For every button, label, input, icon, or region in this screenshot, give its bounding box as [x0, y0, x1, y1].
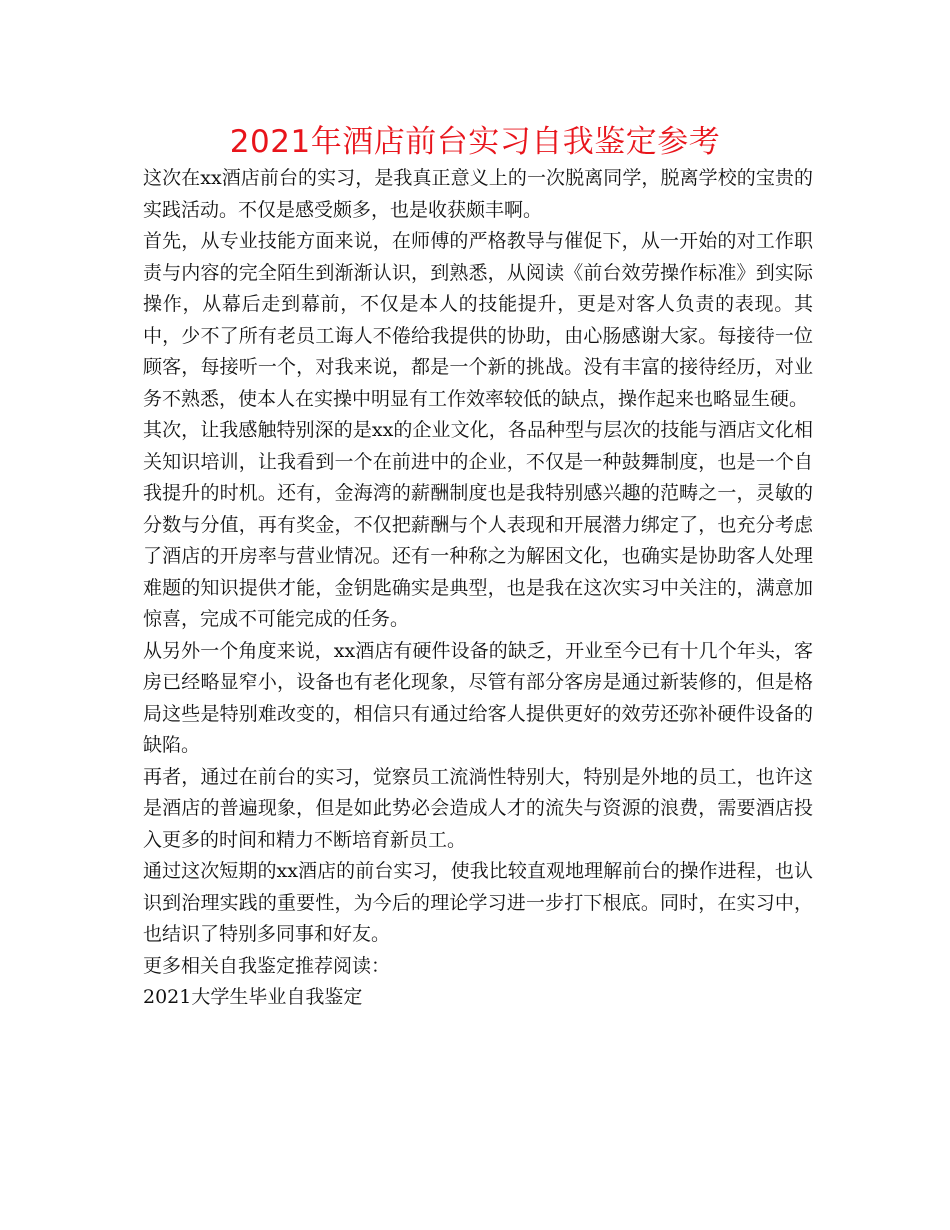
paragraph-skills: 首先，从专业技能方面来说，在师傅的严格教导与催促下，从一开始的对工作职责与内容的完全陌生到渐渐认识，到熟悉，从阅读《前台效劳操作标准》到实际操作，从幕后走到幕前，不仅是本人的技能提升，更是对客人负责的表现。其中，少不了所有老员工诲人不倦给我提供的协助，由心肠感谢大家。每接待一位顾客，每接听一个，对我来说，都是一个新的挑战。没有丰富的接待经历，对业务不熟悉，使本人在实操中明显有工作效率较低的缺点，操作起来也略显生硬。 — [143, 230, 813, 410]
paragraph-staff: 再者，通过在前台的实习，觉察员工流淌性特别大，特别是外地的员工，也许这是酒店的普遍现象，但是如此势必会造成人才的流失与资源的浪费，需要酒店投入更多的时间和精力不断培育新员工。 — [143, 765, 813, 851]
paragraph-intro: 这次在xx酒店前台的实习，是我真正意义上的一次脱离同学，脱离学校的宝贵的实践活动。不仅是感受颇多，也是收获颇丰啊。 — [143, 167, 813, 221]
document-body — [143, 163, 813, 1014]
related-reading-label: 更多相关自我鉴定推荐阅读： — [143, 954, 391, 977]
related-reading-link[interactable]: 2021大学生毕业自我鉴定 — [143, 986, 363, 1008]
paragraph-facilities: 从另外一个角度来说，xx酒店有硬件设备的缺乏，开业至今已有十几个年头，客房已经略显窄小，设备也有老化现象，尽管有部分客房是通过新装修的，但是格局这些是特别难改变的，相信只有通过给客人提供更好的效劳还弥补硬件设备的缺陷。 — [143, 639, 813, 756]
paragraph-culture: 其次，让我感触特别深的是xx的企业文化，各品种型与层次的技能与酒店文化相关知识培训，让我看到一个在前进中的企业，不仅是一种鼓舞制度，也是一个自我提升的时机。还有，金海湾的薪酬制度也是我特别感兴趣的范畴之一，灵敏的分数与分值，再有奖金，不仅把薪酬与个人表现和开展潜力绑定了，也充分考虑了酒店的开房率与营业情况。还有一种称之为解困文化，也确实是协助客人处理难题的知识提供才能，金钥匙确实是典型，也是我在这次实习中关注的，满意加惊喜，完成不可能完成的任务。 — [143, 419, 813, 630]
document-title: 2021年酒店前台实习自我鉴定参考 — [229, 124, 721, 160]
paragraph-summary: 通过这次短期的xx酒店的前台实习，使我比较直观地理解前台的操作进程，也认识到治理实践的重要性，为今后的理论学习进一步打下根底。同时，在实习中，也结识了特别多同事和好友。 — [143, 860, 813, 945]
